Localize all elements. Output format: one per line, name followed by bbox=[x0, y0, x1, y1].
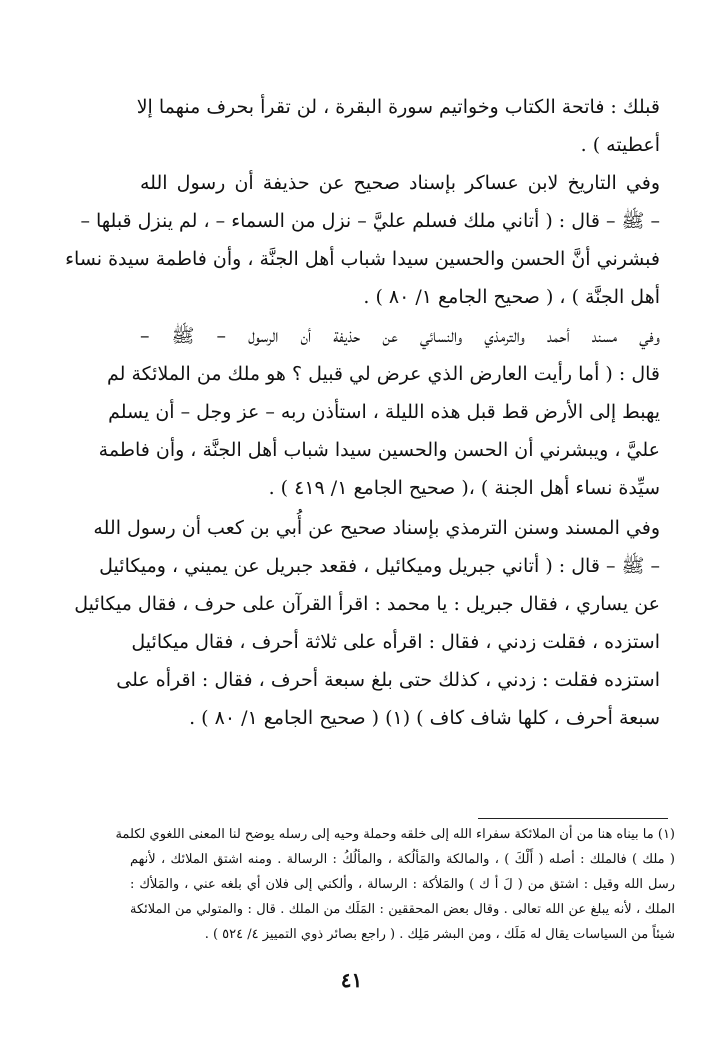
page-number: ٤١ bbox=[340, 968, 363, 992]
text-line: قبلك : فاتحة الكتاب وخواتيم سورة البقرة ، لن تقرأ بحرف منهما إلا bbox=[136, 96, 660, 118]
footnote-line: شيئاً من السياسات يقال له مَلَك ، ومن البشر مَلِك . ( راجع بصائر ذوي التمييز ٤/ ٥٢٤ ) . bbox=[204, 927, 675, 942]
paragraph-1 bbox=[136, 88, 660, 164]
footnote-separator bbox=[478, 818, 668, 819]
text-line: سبعة أحرف ، كلها شاف كاف ) (١) ( صحيح الجامع ١/ ٨٠ ) . bbox=[189, 707, 660, 729]
footnote-line: (١) ما بيناه هنا من أن الملائكة سفراء الله إلى خلقه وحملة وحيه إلى رسله يوضح لنا المعنى اللغوي لكلمة bbox=[115, 827, 675, 842]
text-line: استزده ، فقلت زدني ، فقال : اقرأه على ثلاثة أحرف ، فقال ميكائيل bbox=[131, 631, 660, 653]
footnote-line: الملك ، لأنه يبلغ عن الله تعالى . وقال بعض المحققين : المَلَك من الملك . قال : والمتولي من الملائكة bbox=[130, 902, 675, 917]
footnote-line: رسل الله وقيل : اشتق من ( لَ أ ك ) والمَلأكة : الرسالة ، وألكني إلى فلان أي بلغه عني ، والمَلأك : bbox=[130, 877, 675, 892]
paragraph-2 bbox=[65, 164, 660, 316]
text-line: يهبط إلى الأرض قط قبل هذه الليلة ، استأذن ربه – عز وجل – أن يسلم bbox=[108, 401, 660, 423]
text-line: – ﷺ – قال : ( أتاني جبريل وميكائيل ، فقعد جبريل عن يميني ، وميكائيل bbox=[99, 555, 660, 577]
text-line: استزده فقلت : زدني ، كذلك حتى بلغ سبعة أحرف ، فقال : اقرأه على bbox=[116, 669, 660, 691]
text-line: عن يساري ، فقال جبريل : يا محمد : اقرأ القرآن على حرف ، فقال ميكائيل bbox=[74, 593, 660, 615]
text-line: أهل الجنَّة ) ، ( صحيح الجامع ١/ ٨٠ ) . bbox=[363, 286, 660, 308]
text-line: – ﷺ – قال : ( أتاني ملك فسلم عليَّ – نزل من السماء – ، لم ينزل قبلها – bbox=[80, 210, 660, 232]
text-line: فبشرني أنَّ الحسن والحسين سيدا شباب أهل الجنَّة ، وأن فاطمة سيدة نساء bbox=[65, 248, 660, 270]
text-line: سيِّدة نساء أهل الجنة ) ،( صحيح الجامع ١/ ٤١٩ ) . bbox=[268, 477, 660, 499]
text-line: وفي مسند أحمد والترمذي والنسائي عن حذيفة أن الرسول – ﷺ – bbox=[140, 325, 660, 347]
text-line: أعطيته ) . bbox=[580, 134, 660, 156]
footnote-line: ( ملك ) فالملك : أصله ( أَلْكَ ) ، والمالكة والمَألُكة ، والمألُكُ : الرسالة . ومنه اشتق الملائك ، لأنهم bbox=[130, 852, 675, 867]
text-line: قال : ( أما رأيت العارض الذي عرض لي قبيل ؟ هو ملك من الملائكة لم bbox=[107, 363, 660, 385]
text-line: وفي التاريخ لابن عساكر بإسناد صحيح عن حذيفة أن رسول الله bbox=[140, 172, 660, 194]
text-line: وفي المسند وسنن الترمذي بإسناد صحيح عن أُبي بن كعب أن رسول الله bbox=[93, 517, 660, 539]
paragraph-3 bbox=[98, 317, 660, 507]
text-line: عليَّ ، ويبشرني أن الحسن والحسين سيدا شباب أهل الجنَّة ، وأن فاطمة bbox=[98, 439, 660, 461]
footnotes bbox=[115, 822, 675, 947]
paragraph-4 bbox=[74, 509, 660, 737]
